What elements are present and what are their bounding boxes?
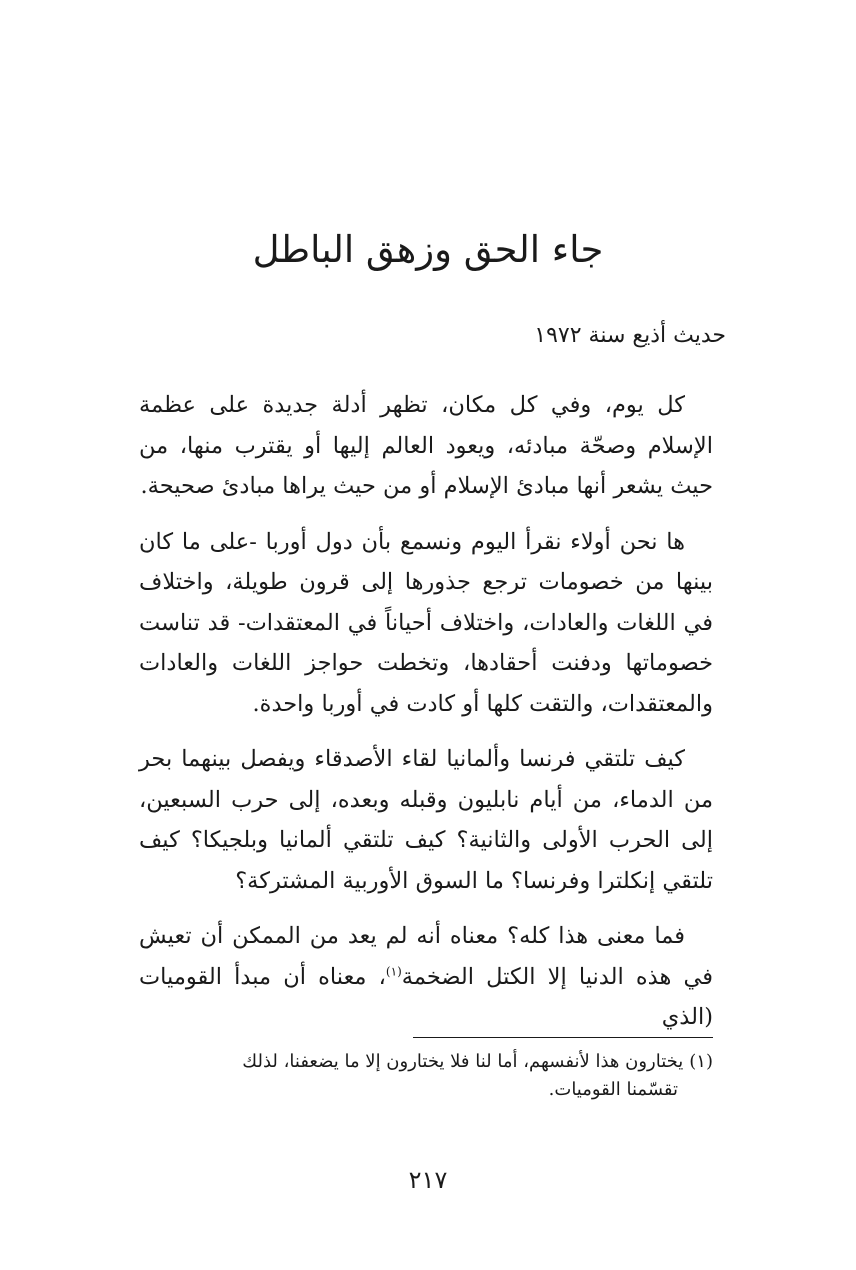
footnote-text-line2: تقسّمنا القوميات.: [548, 1079, 678, 1100]
body-text: [139, 385, 713, 1038]
footnote: [139, 1048, 713, 1104]
chapter-title: جاء الحق وزهق الباطل: [252, 228, 604, 271]
footnote-reference[interactable]: (١): [385, 964, 402, 978]
paragraph-1: كل يوم، وفي كل مكان، تظهر أدلة جديدة على عظمة الإسلام وصحّة مبادئه، ويعود العالم إليها أو يقترب منها، من حيث يشعر أنها مبادئ الإسلام أو من حيث يراها مبادئ صحيحة.: [139, 392, 713, 499]
paragraph-4-text-before: فما معنى هذا كله؟ معناه أنه لم يعد من الممكن أن تعيش في هذه الدنيا إلا الكتل الضخمة: [139, 923, 714, 990]
chapter-subtitle: حديث أذيع سنة ١٩٧٢: [534, 323, 726, 348]
footnote-separator: [413, 1037, 713, 1038]
paragraph-4: [139, 916, 713, 1038]
paragraph-2: ها نحن أولاء نقرأ اليوم ونسمع بأن دول أوربا -على ما كان بينها من خصومات ترجع جذورها إلى قرون طويلة، واختلاف في اللغات والعادات، واختلاف أحياناً في المعتقدات- قد تناست خصوماتها ودفنت أحقادها، وتخطت حواجز اللغات والعادات والمعتقدات، والتقت كلها أو كادت في أوربا واحدة.: [139, 528, 713, 717]
page-number: ٢١٧: [408, 1166, 448, 1194]
paragraph-4-text-after: ، معناه أن مبدأ القوميات (الذي: [139, 963, 713, 1030]
footnote-number: (١): [689, 1051, 713, 1072]
paragraph-3: كيف تلتقي فرنسا وألمانيا لقاء الأصدقاء ويفصل بينهما بحر من الدماء، من أيام نابليون وقبله وبعده، إلى حرب السبعين، إلى الحرب الأولى والثانية؟ كيف تلتقي ألمانيا وبلجيكا؟ كيف تلتقي إنكلترا وفرنسا؟ ما السوق الأوربية المشتركة؟: [139, 746, 713, 894]
footnote-text-line1: يختارون هذا لأنفسهم، أما لنا فلا يختارون إلا ما يضعفنا، لذلك: [242, 1051, 684, 1072]
